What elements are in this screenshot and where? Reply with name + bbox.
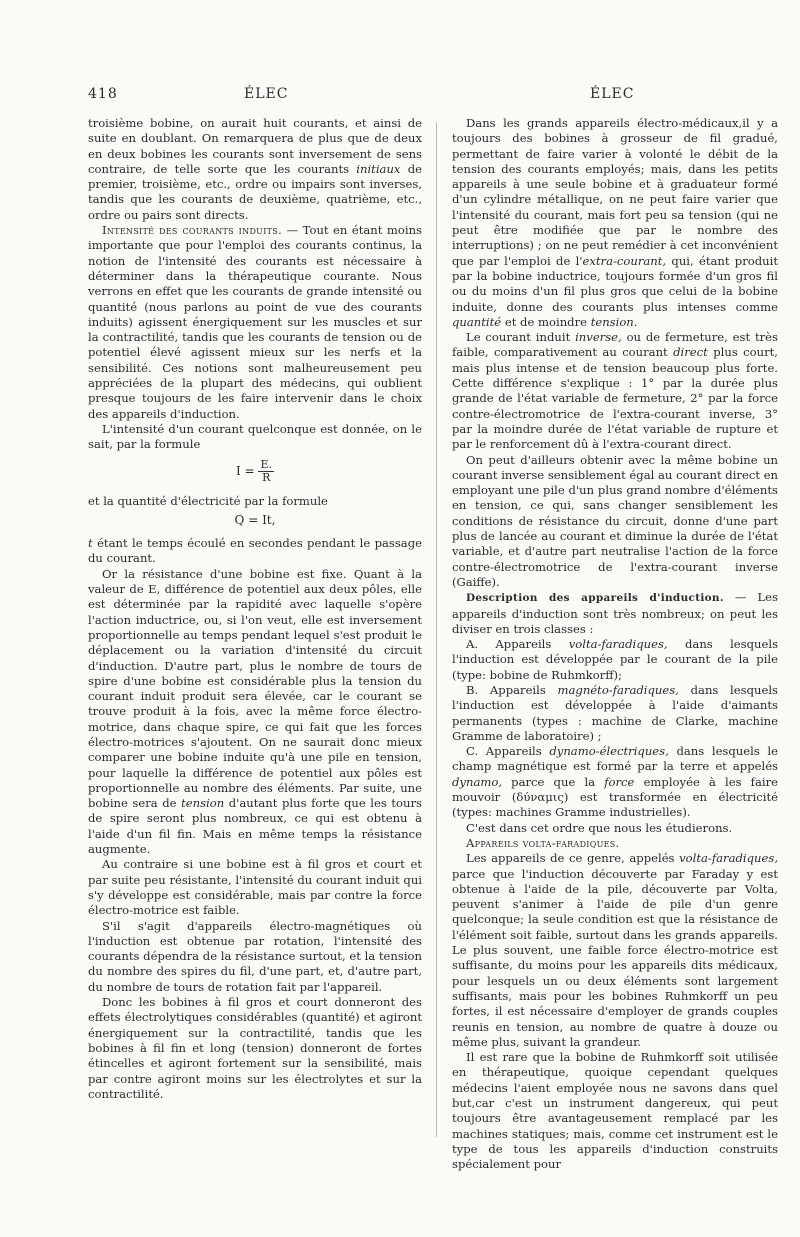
- right-running-title: ÉLEC: [590, 86, 635, 102]
- running-header: [0, 86, 800, 106]
- right-column: [452, 116, 778, 1172]
- page-number: 418: [88, 86, 118, 102]
- paragraph: Il est rare que la bobine de Ruhmkorff soit utilisée en thérapeutique, quoique cependant quelques médecins l'aient employée nous ne savons dans quel but,car c'est un instrument dangereux, qui peut toujours être avantageusement remplacé par les machines statiques; mais, comme cet instrument est le type de tous les appareils d'induction construits spécialement pour: [452, 1050, 778, 1172]
- paragraph: S'il s'agit d'appareils électro-magnétiques où l'induction est obtenue par rotation, l'intensité des courants dépendra de la résistance surtout, et la tension du nombre des spires du fil, d'une part, et, d'autre part, du nombre de tours de rotation fait par l'appareil.: [88, 918, 422, 994]
- paragraph: On peut d'ailleurs obtenir avec la même bobine un courant inverse sensiblement égal au courant direct en employant une pile d'un plus grand nombre d'éléments en tension, ce qui, sans changer sensiblement les conditions de résistance du circuit, donne d'une part plus de lancée au courant et diminue la durée de l'état variable, et d'autre part neutralise l'action de la force contre-électromotrice de l'extra-courant inverse (Gaiffe).: [452, 452, 778, 589]
- subsection-heading: Appareils volta-faradiques.: [466, 835, 620, 850]
- paragraph: troisième bobine, on aurait huit courants, et ainsi de suite en doublant. On remarquera de plus que de deux en deux bobines les courants sont inversement de sens contraire, de telle sorte que les courants initiaux de premier, troisième, etc., ordre ou impairs sont inverses, tandis que les courants de deuxième, quatrième, etc., ordre ou pairs sont directs.: [88, 116, 422, 222]
- formula-quantity: Q = It,: [234, 512, 276, 527]
- section-heading: Intensité des courants induits.: [102, 223, 283, 238]
- left-running-title: ÉLEC: [244, 86, 289, 102]
- list-item-b: B. Appareils magnéto-faradiques, dans lesquels l'induction est développée à l'aide d'aimants permanents (types : machine de Clarke, machine Gramme de laboratoire) ;: [452, 682, 778, 743]
- paragraph: et la quantité d'électricité par la formule: [88, 493, 328, 508]
- paragraph: Dans les grands appareils électro-médicaux,il y a toujours des bobines à grosseur de fil gradué, permettant de faire varier à volonté le débit de la tension des courants employés; mais, dans les petits appareils à une seule bobine et à graduateur formé d'un cylindre métallique, on ne peut faire varier que l'intensité du courant, mais fort peu sa tension (qui ne peut être modifiée que par le nombre des interruptions) ; on ne peut remédier à cet inconvénient que par l'emploi de l'extra-courant, qui, étant produit par la bobine inductrice, toujours formée d'un gros fil ou du moins d'un fil plus gros que celui de la bobine induite, donne des courants plus intenses comme quantité et de moindre tension.: [452, 116, 778, 329]
- paragraph: Or la résistance d'une bobine est fixe. Quant à la valeur de E, différence de potentiel aux deux pôles, elle est déterminée par la rapidité avec laquelle s'opère l'action inductrice, ou, si l'on veut, elle est inversement proportionnelle au temps pendant lequel s'est produit le déplacement ou la variation d'intensité du circuit d'induction. D'autre part, plus le nombre de tours de spire d'une bobine est considérable plus la tension du courant induit produit sera élevée, car le courant se trouve produit à la fois, avec la même force électro-motrice, dans chaque spire, ce qui fait que les forces électro-motrices s'ajoutent. On ne saurait donc mieux comparer une bobine induite qu'à une pile en tension, pour laquelle la différence de potentiel aux pôles est proportionnelle au nombre des éléments. Par suite, une bobine sera de tension d'autant plus forte que les tours de spire seront plus nombreux, ce qui est obtenu à l'aide d'un fil fin. Mais en même temps la résistance augmente.: [88, 566, 422, 857]
- paragraph: C'est dans cet ordre que nous les étudierons.: [466, 820, 733, 835]
- left-column: [88, 116, 422, 1102]
- paragraph: Le courant induit inverse, ou de fermeture, est très faible, comparativement au courant direct plus court, mais plus intense et de tension beaucoup plus forte. Cette différence s'explique : 1° par la durée plus grande de l'état variable de fermeture, 2° par la force contre-électromotrice de l'extra-courant inverse, 3° par la moindre durée de l'état variable de rupture et par le renforcement dû à l'extra-courant direct.: [452, 330, 778, 452]
- list-item-a: A. Appareils volta-faradiques, dans lesquels l'induction est développée par le courant de la pile (type: bobine de Ruhmkorff);: [452, 637, 779, 682]
- column-divider: [436, 122, 437, 1137]
- formula-intensity: I = $\frac{E.}{R}$: [236, 457, 272, 484]
- paragraph: Au contraire si une bobine est à fil gros et court et par suite peu résistante, l'intensité du courant induit qui s'y développe est considérable, mais par contre la force électro-motrice est faible.: [88, 857, 422, 918]
- paragraph: t étant le temps écoulé en secondes pendant le passage du courant.: [88, 536, 423, 566]
- section-heading: Description des appareils d'induction.: [466, 592, 724, 605]
- paragraph: Donc les bobines à fil gros et court donneront des effets électrolytiques considérables (quantité) et agiront énergiquement sur la contractilité, tandis que les bobines à fil fin et long (tension) donneront de fortes étincelles et agiront fortement sur la sensibilité, mais par contre agiront moins sur les électrolytes et sur la contractilité.: [88, 995, 422, 1101]
- paragraph: L'intensité d'un courant quelconque est donnée, on le sait, par la formule: [88, 421, 422, 452]
- paragraph-description: Description des appareils d'induction. — Les appareils d'induction sont très nombreux; on peut les diviser en trois classes :: [452, 590, 778, 636]
- paragraph: Les appareils de ce genre, appelés volta-faradiques, parce que l'induction découverte par Faraday y est obtenue à l'aide de la pile, découverte par Volta, peuvent s'animer à l'aide de pile d'un genre quelconque; la seule condition est que la résistance de l'élément soit faible, surtout dans les grands appareils. Le plus souvent, une faible force électro-motrice est suffisante, du moins pour les appareils dits médicaux, pour lesquels un ou deux éléments sont largement suffisants, mais pour les bobines Ruhmkorff un peu fortes, il est nécessaire d'employer de grands couples reunis en tension, au nombre de quatre à douze ou même plus, suivant la grandeur.: [452, 851, 779, 1049]
- paragraph-intensite: Intensité des courants induits. — Tout en étant moins importante que pour l'emploi des courants continus, la notion de l'intensité des courants est nécessaire à déterminer dans la thérapeutique courante. Nous verrons en effet que les courants de grande intensité ou quantité (nous parlons au point de vue des courants induits) agissent énergiquement sur les muscles et sur la contractilité, tandis que les courants de tension ou de potentiel élevé agissent mieux sur les nerfs et la sensibilité. Ces notions sont malheureusement peu appréciées de la plupart des médecins, qui oublient presque toujours de les faire intervenir dans le choix des appareils d'induction.: [88, 223, 422, 421]
- list-item-c: C. Appareils dynamo-électriques, dans lesquels le champ magnétique est formé par la terre et appelés dynamo, parce que la force employée à les faire mouvoir (δύναμις) est transformée en électricité (types: machines Gramme industrielles).: [452, 744, 779, 820]
